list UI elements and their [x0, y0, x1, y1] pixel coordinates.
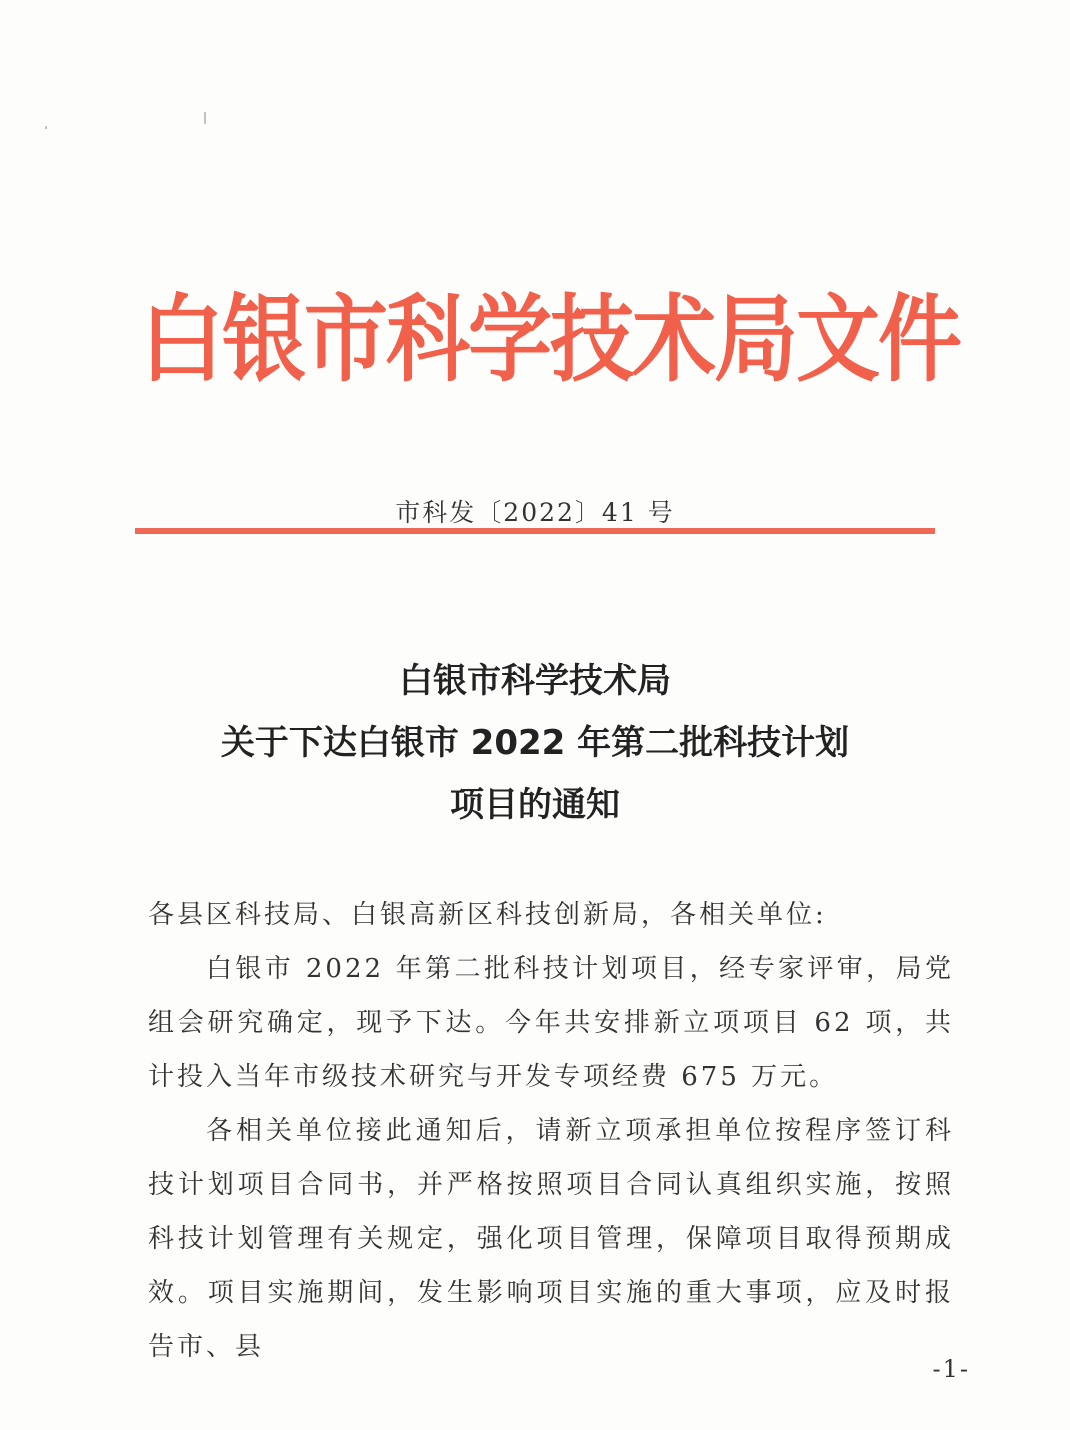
notice-body — [148, 888, 954, 1374]
red-divider-rule — [135, 528, 935, 534]
issuer-header-title: 白银市科学技术局文件 — [140, 284, 961, 395]
scan-speck — [204, 112, 206, 124]
document-number: 市科发〔2022〕41 号 — [395, 498, 675, 527]
body-paragraph-1: 白银市 2022 年第二批科技计划项目，经专家评审，局党组会研究确定，现予下达。今年共安排新立项项目 62 项，共计投入当年市级技术研究与开发专项经费 675 万元。 — [148, 954, 954, 1092]
notice-title-line-3: 项目的通知 — [450, 785, 620, 825]
body-paragraph-2: 各相关单位接此通知后，请新立项承担单位按程序签订科技计划项目合同书，并严格按照项目合同认真组织实施，按照科技计划管理有关规定，强化项目管理，保障项目取得预期成效。项目实施期间，发生影响项目实施的重大事项，应及时报告市、县 — [148, 1116, 954, 1362]
salutation: 各县区科技局、白银高新区科技创新局，各相关单位: — [148, 900, 827, 930]
notice-title-line-2: 关于下达白银市 2022 年第二批科技计划 — [220, 723, 850, 763]
page-number: -1- — [932, 1355, 970, 1383]
scan-speck — [45, 126, 47, 129]
notice-title-line-1: 白银市科学技术局 — [399, 661, 671, 701]
notice-title — [0, 650, 1070, 836]
